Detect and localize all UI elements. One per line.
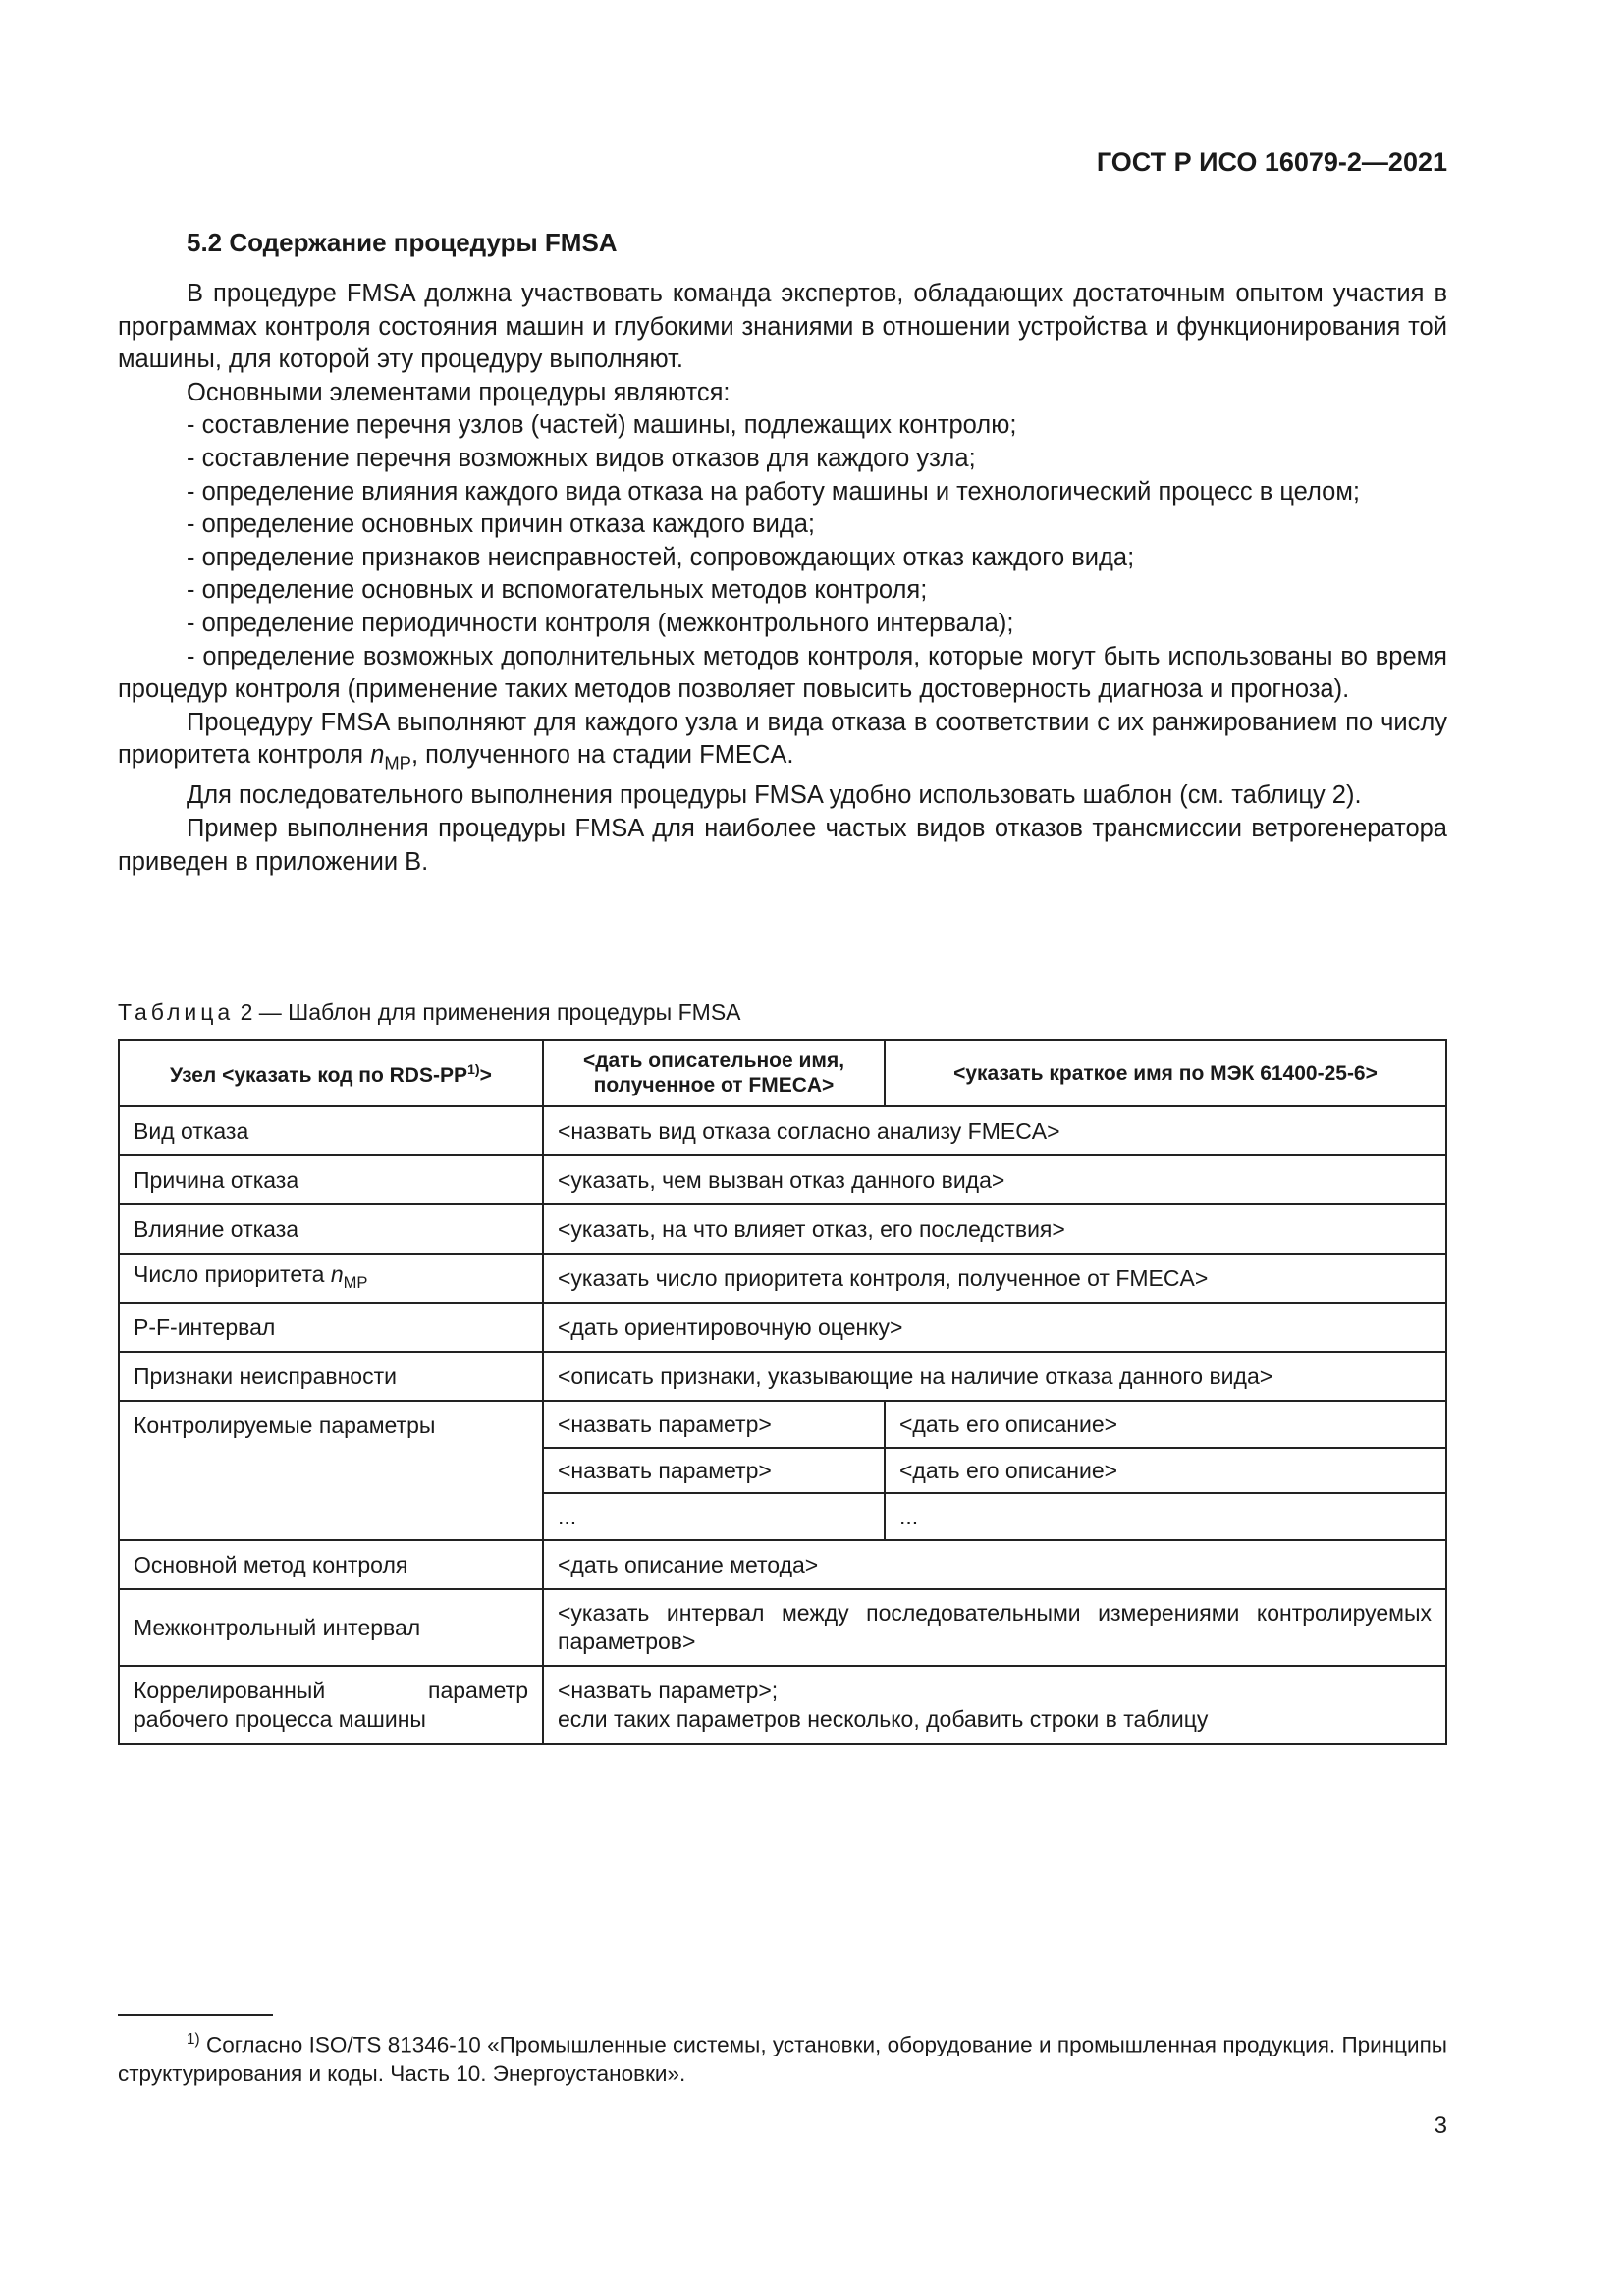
table-row [119,1666,1446,1744]
param-description: ... [885,1493,1446,1540]
list-item: - определение основных причин отказа каждого вида; [187,510,815,539]
row-value: <дать описание метода> [543,1540,1446,1589]
row-value: <описать признаки, указывающие на наличие отказа данного вида> [543,1352,1446,1401]
row-label: Коррелированный параметр рабочего процесса машины [119,1666,543,1744]
table-caption-text: 2 — Шаблон для применения процедуры FMSA [240,999,741,1025]
row-label: Признаки неисправности [119,1352,543,1401]
paragraph: Основными элементами процедуры являются: [187,378,731,406]
paragraph: В процедуре FMSA должна участвовать команда экспертов, обладающих достаточным опытом участия в программах контроля состояния машин и глубокими знаниями в отношении устройства и функционирования той машины, для которой эту процедуру выполняют. [118,280,1447,374]
variable-subscript: MP [343,1272,368,1292]
table-row [119,1155,1446,1204]
row-label: Причина отказа [119,1155,543,1204]
footnote-marker: 1) [187,2031,200,2048]
row-value: <указать, чем вызван отказ данного вида> [543,1155,1446,1204]
row-label: Контролируемые параметры [119,1401,543,1540]
row-value-line: если таких параметров несколько, добавить строки в таблицу [558,1706,1209,1732]
row-value [543,1666,1446,1744]
row-value: <дать ориентировочную оценку> [543,1303,1446,1352]
row-label: Влияние отказа [119,1204,543,1254]
param-description: <дать его описание> [885,1401,1446,1448]
variable-subscript: MP [384,752,411,774]
list-item: - определение влияния каждого вида отказа на работу машины и технологический процесс в целом; [187,477,1360,506]
table-caption [118,999,741,1026]
param-name: <назвать параметр> [543,1448,885,1493]
variable-n: n [370,741,385,770]
section-heading: 5.2 Содержание процедуры FMSA [187,228,618,257]
row-value: <назвать вид отказа согласно анализу FMECA> [543,1106,1446,1155]
list-item: - определение возможных дополнительных методов контроля, которые могут быть использованы во время процедур контроля (применение таких методов позволяет повысить достоверность диагноза и прогноза). [118,642,1447,704]
row-value: <указать интервал между последовательными измерениями контролируемых параметров> [543,1589,1446,1666]
list-item: - определение периодичности контроля (межконтрольного интервала); [187,609,1014,637]
footnote-divider [118,2014,273,2016]
document-code: ГОСТ Р ИСО 16079-2—2021 [1096,147,1447,177]
fmsa-template-table [118,1039,1447,1745]
paragraph: Для последовательного выполнения процедуры FMSA удобно использовать шаблон (см. таблицу 2). [187,781,1362,810]
table-row [119,1254,1446,1303]
paragraph-text: , полученного на стадии FMECA. [410,741,794,770]
table-row [119,1401,1446,1448]
row-label: Основной метод контроля [119,1540,543,1589]
table-row [119,1106,1446,1155]
table-row [119,1204,1446,1254]
footnote-ref: 1) [466,1062,480,1079]
table-row [119,1540,1446,1589]
list-item: - составление перечня узлов (частей) машины, подлежащих контролю; [187,411,1017,440]
param-description: <дать его описание> [885,1448,1446,1493]
param-name: <назвать параметр> [543,1401,885,1448]
row-value: <указать число приоритета контроля, полученное от FMECA> [543,1254,1446,1303]
page-number: 3 [1434,2112,1447,2139]
list-item: - составление перечня возможных видов отказов для каждого узла; [187,444,976,472]
variable-n: n [330,1260,344,1287]
row-label: Число приоритета $n_{MP}$ [119,1254,543,1303]
header-cell-node: Узел <указать код по RDS-PP$^{1)}$> [119,1040,543,1106]
row-value: <указать, на что влияет отказ, его последствия> [543,1204,1446,1254]
paragraph-text: Процедуру FMSA выполняют для каждого узла и вида отказа в соответствии с их ранжированием по числу приоритета контроля [118,708,1447,770]
header-cell-short-name: <указать краткое имя по МЭК 61400-25-6> [885,1040,1446,1106]
table-header-row [119,1040,1446,1106]
footnote [118,2025,1447,2089]
row-label: Вид отказа [119,1106,543,1155]
list-item: - определение признаков неисправностей, сопровождающих отказ каждого вида; [187,543,1135,571]
list-item: - определение основных и вспомогательных методов контроля; [187,576,928,605]
paragraph [118,707,1447,780]
footnote-text: Согласно ISO/TS 81346-10 «Промышленные системы, установки, оборудование и промышленная продукция. Принципы структурирования и коды. Часть 10. Энергоустановки». [118,2032,1447,2087]
body-text [118,278,1447,879]
table-row [119,1352,1446,1401]
row-label: P-F-интервал [119,1303,543,1352]
table-caption-label: Таблица [118,999,235,1025]
row-label: Межконтрольный интервал [119,1589,543,1666]
row-value-line: <назвать параметр>; [558,1678,779,1703]
paragraph: Пример выполнения процедуры FMSA для наиболее частых видов отказов трансмиссии ветрогенератора приведен в приложении В. [118,814,1447,876]
table-row [119,1589,1446,1666]
table-row [119,1303,1446,1352]
param-name: ... [543,1493,885,1540]
header-cell-descriptive-name: <дать описательное имя, полученное от FMECA> [543,1040,885,1106]
